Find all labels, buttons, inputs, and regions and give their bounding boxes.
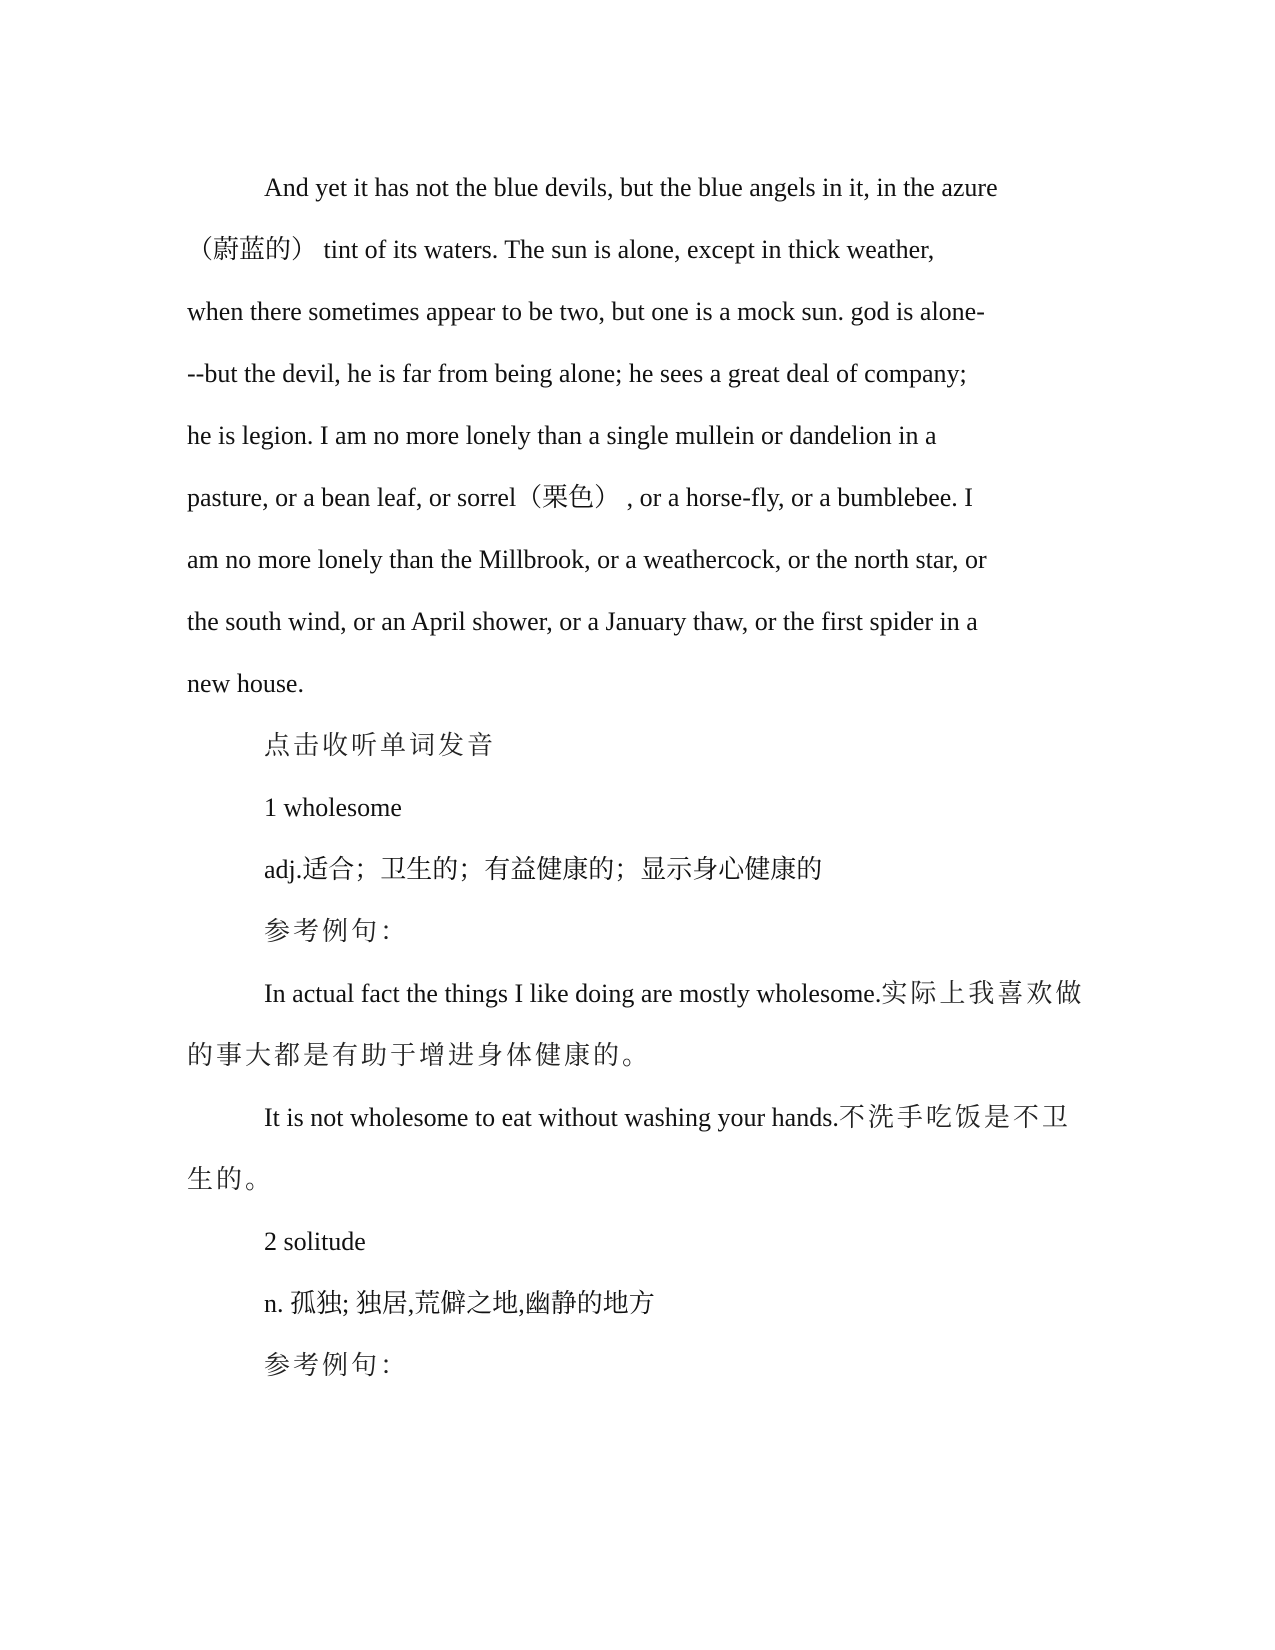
vocab-headword: 2 solitude [264,1227,366,1256]
examples-label: 参考例句： [264,917,410,946]
audio-link[interactable]: 点击收听单词发音 [264,731,497,760]
passage-line: new house. [187,669,304,698]
passage-line: --but the devil, he is far from being alone; he sees a great deal of company; [187,359,967,388]
passage-line: And yet it has not the blue devils, but the blue angels in it, in the azure [264,173,998,202]
example-chinese: 不洗手吃饭是不卫生的。 [187,1103,1071,1194]
passage-line: am no more lonely than the Millbrook, or a weathercock, or the north star, or [187,545,987,574]
example-english: It is not wholesome to eat without washing your hands. [264,1103,839,1132]
vocab-definition: adj.适合；卫生的；有益健康的；显示身心健康的 [264,855,823,884]
example-sentence [187,963,1087,1087]
example-chinese: 实际上我喜欢做的事大都是有助于增进身体健康的。 [187,979,1085,1070]
passage-line: the south wind, or an April shower, or a January thaw, or the first spider in a [187,607,978,636]
passage-line: pasture, or a bean leaf, or sorrel（栗色） , or a horse-fly, or a bumblebee. I [187,483,973,512]
example-english: In actual fact the things I like doing are mostly wholesome. [264,979,882,1008]
passage-line: when there sometimes appear to be two, but one is a mock sun. god is alone- [187,297,985,326]
passage-line: he is legion. I am no more lonely than a single mullein or dandelion in a [187,421,937,450]
document-body [187,157,1087,1397]
vocab-headword: 1 wholesome [264,793,402,822]
vocab-definition: n. 孤独; 独居,荒僻之地,幽静的地方 [264,1289,655,1318]
example-sentence [187,1087,1087,1211]
passage-line: （蔚蓝的） tint of its waters. The sun is alone, except in thick weather, [187,235,935,264]
examples-label: 参考例句： [264,1351,410,1380]
